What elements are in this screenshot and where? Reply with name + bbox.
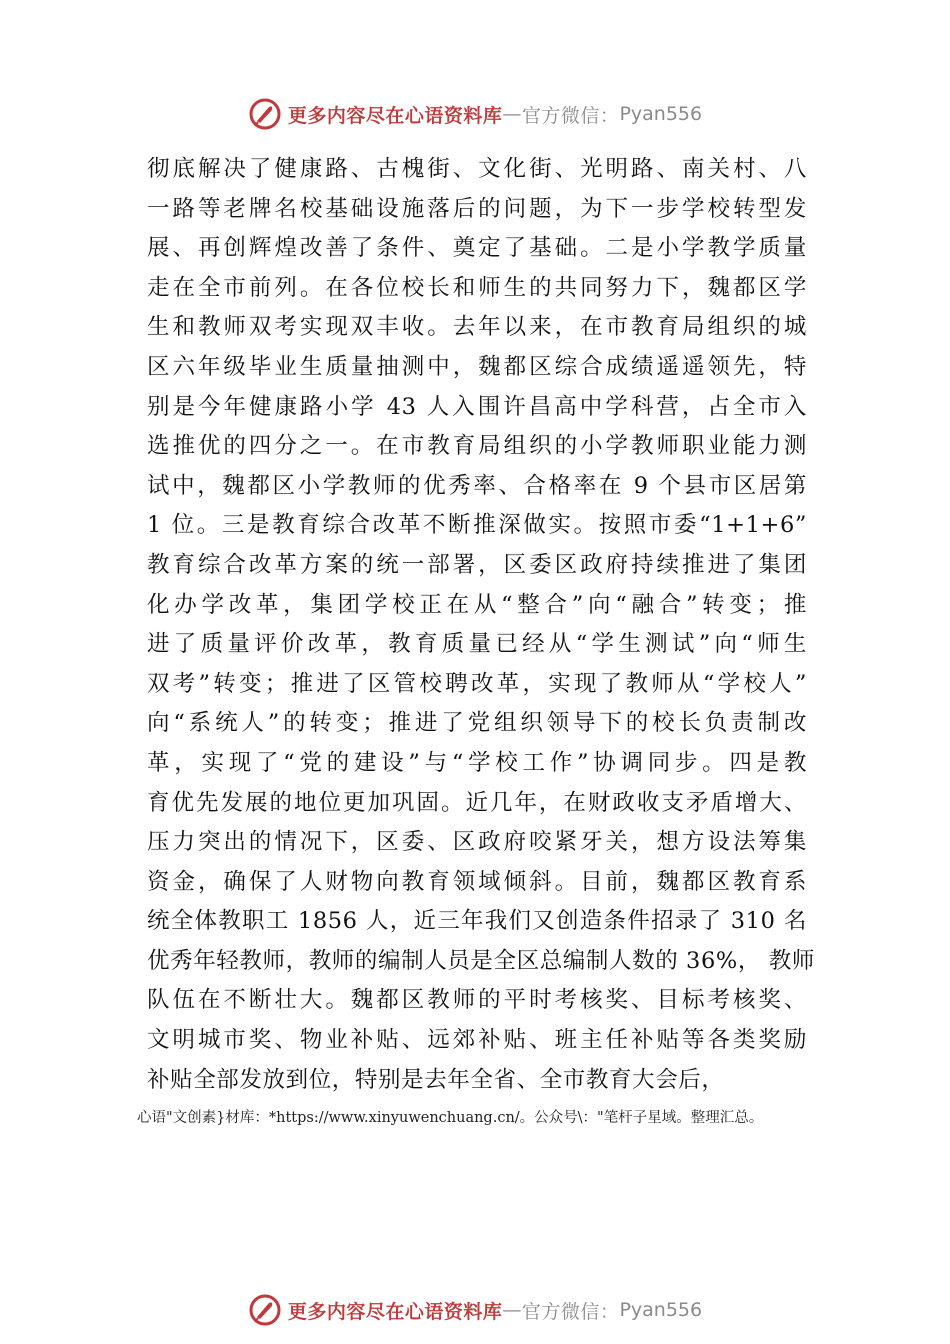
body-line: 优秀年轻教师，教师的编制人员是全区总编制人数的 36%， 教师 bbox=[147, 947, 815, 974]
header-banner-top bbox=[0, 94, 950, 134]
document-body bbox=[147, 150, 815, 1100]
body-line: 向“系统人”的转变；推进了党组织领导下的校长负责制改 bbox=[147, 710, 807, 737]
body-line: 一路等老牌名校基础设施落后的问题，为下一步学校转型发 bbox=[147, 195, 807, 222]
footer-source-note: 心语"文创素}材库：*https://www.xinyuwenchuang.cn/。公众号\："笔杆子星域。整理汇总。 bbox=[137, 1110, 764, 1126]
body-line: 区六年级毕业生质量抽测中，魏都区综合成绩遥遥领先，特 bbox=[147, 353, 807, 380]
body-line: 彻底解决了健康路、古槐街、文化街、光明路、南关村、八 bbox=[147, 156, 807, 182]
body-line: 试中，魏都区小学教师的优秀率、合格率在 9 个县市区居第 bbox=[147, 472, 807, 499]
body-line: 统全体教职工 1856 人，近三年我们又创造条件招录了 310 名 bbox=[147, 908, 807, 935]
body-line: 走在全市前列。在各位校长和师生的共同努力下，魏都区学 bbox=[147, 274, 807, 301]
banner-wechat-label: 官方微信： bbox=[521, 104, 620, 127]
body-line: 教育综合改革方案的统一部署，区委区政府持续推进了集团 bbox=[147, 551, 807, 578]
banner-brand-text: 更多内容尽在心语资料库 bbox=[287, 1300, 503, 1323]
quill-pen-logo-icon bbox=[248, 1293, 282, 1327]
body-line: 革，实现了“党的建设”与“学校工作”协调同步。四是教 bbox=[147, 749, 807, 776]
body-line: 选推优的四分之一。在市教育局组织的小学教师职业能力测 bbox=[147, 433, 807, 460]
banner-wechat-id: Pyan556 bbox=[619, 103, 703, 125]
body-line: 展、再创辉煌改善了条件、奠定了基础。二是小学教学质量 bbox=[147, 235, 807, 262]
header-banner-bottom bbox=[0, 1290, 950, 1330]
banner-wechat-label: 官方微信： bbox=[521, 1300, 620, 1323]
body-line: 别是今年健康路小学 43 人入围许昌高中学科营，占全市入 bbox=[147, 393, 807, 420]
banner-separator: — bbox=[502, 1299, 522, 1321]
body-line: 育优先发展的地位更加巩固。近几年，在财政收支矛盾增大、 bbox=[147, 789, 807, 816]
body-line: 化办学改革，集团学校正在从“整合”向“融合”转变；推 bbox=[147, 591, 807, 618]
banner-separator: — bbox=[502, 103, 522, 125]
body-line: 进了质量评价改革，教育质量已经从“学生测试”向“师生 bbox=[147, 631, 807, 658]
body-line: 队伍在不断壮大。魏都区教师的平时考核奖、目标考核奖、 bbox=[147, 987, 807, 1014]
body-line: 资金，确保了人财物向教育领域倾斜。目前，魏都区教育系 bbox=[147, 868, 807, 895]
body-line: 1 位。三是教育综合改革不断推深做实。按照市委“1+1+6” bbox=[147, 512, 807, 539]
quill-pen-logo-icon bbox=[248, 97, 282, 131]
body-line: 补贴全部发放到位，特别是去年全省、全市教育大会后， bbox=[147, 1066, 725, 1093]
banner-brand-text: 更多内容尽在心语资料库 bbox=[287, 104, 503, 127]
banner-wechat-id: Pyan556 bbox=[619, 1299, 703, 1321]
body-line: 压力突出的情况下，区委、区政府咬紧牙关，想方设法筹集 bbox=[147, 829, 807, 856]
body-line: 文明城市奖、物业补贴、远郊补贴、班主任补贴等各类奖励 bbox=[147, 1027, 807, 1054]
body-line: 双考”转变；推进了区管校聘改革，实现了教师从“学校人” bbox=[147, 670, 807, 697]
body-line: 生和教师双考实现双丰收。去年以来，在市教育局组织的城 bbox=[147, 314, 807, 341]
